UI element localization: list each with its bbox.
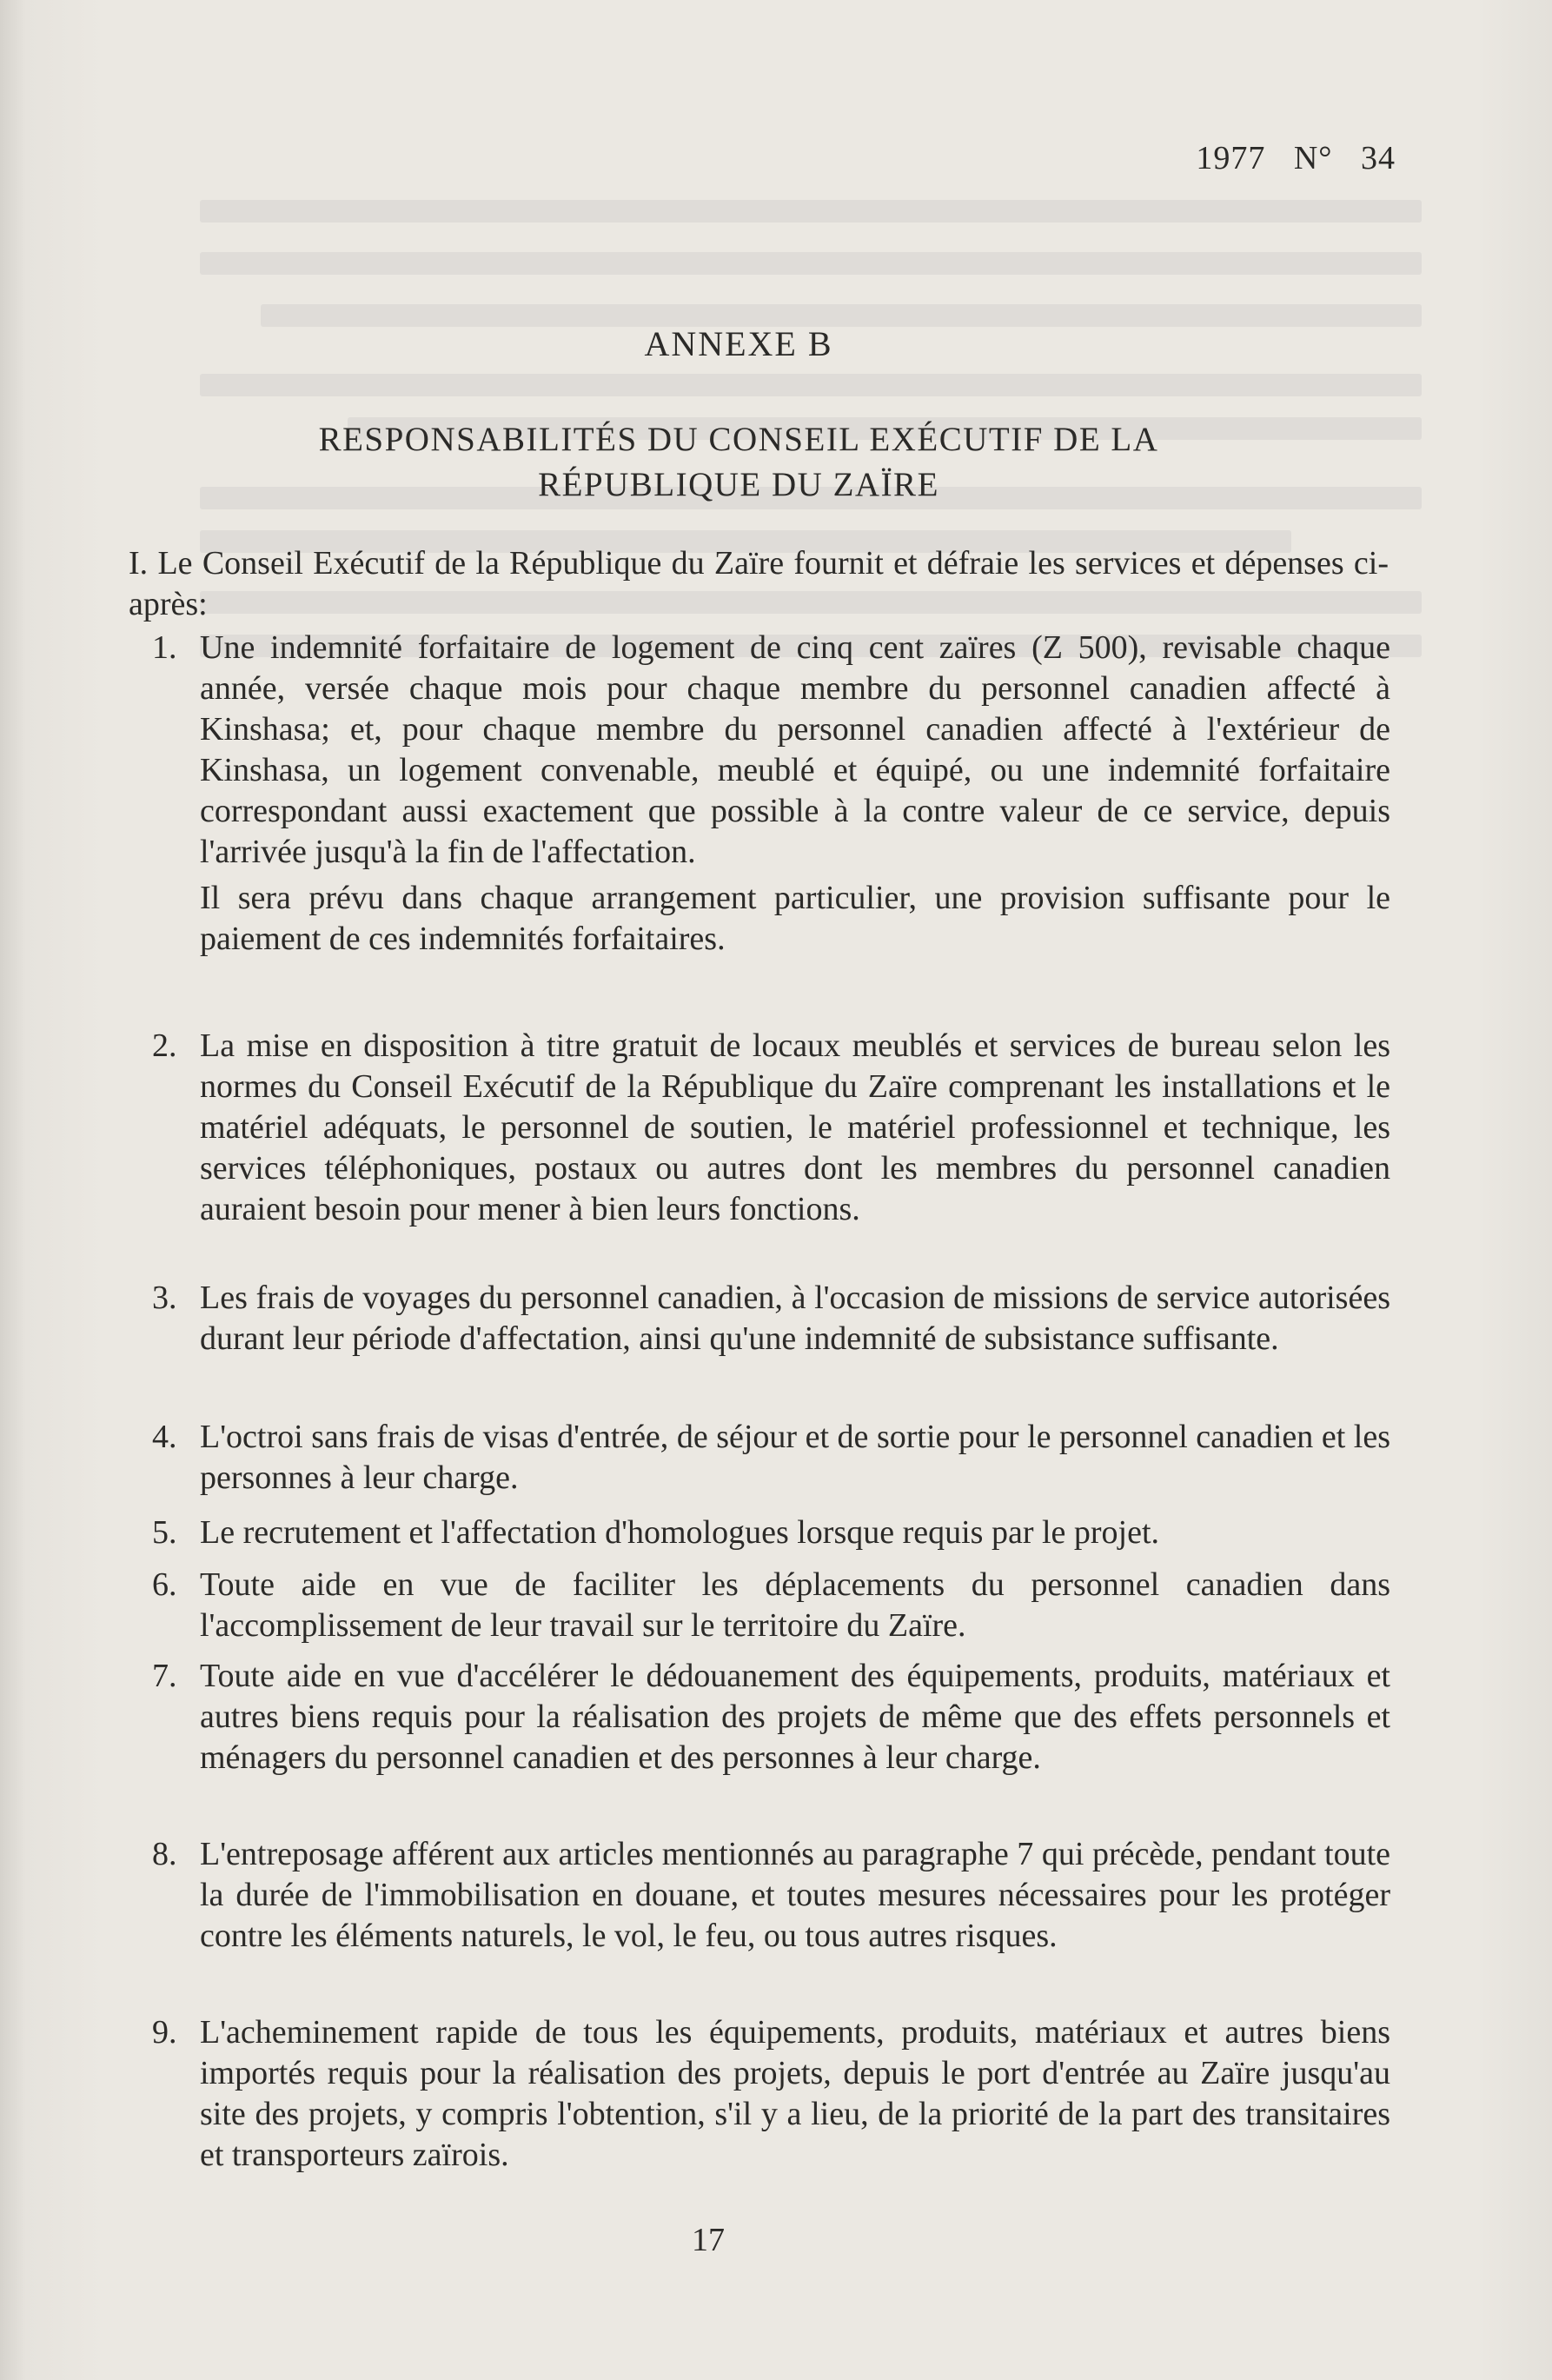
item-number: 1. [152, 629, 177, 666]
main-title-line-1: RESPONSABILITÉS DU CONSEIL EXÉCUTIF DE LA [318, 421, 1159, 458]
header-year: 1977 [1196, 140, 1266, 176]
item-text: La mise en disposition à titre gratuit de locaux meublés et services de bureau selon les normes du Conseil Exécutif de la République du Zaïre comprenant les installations et le matériel adéquats, le personnel de soutien, le matériel professionnel et technique, les services téléphoniques, postaux ou autres dont les membres du personnel canadien auraient besoin pour mener à bien leurs fonctions. [200, 1027, 1390, 1227]
item-note: Il sera prévu dans chaque arrangement particulier, une provision suffisante pour le paiement de ces indemnités forfaitaires. [200, 880, 1390, 957]
page-header [1196, 139, 1396, 177]
list-item [152, 1278, 1390, 1360]
item-number: 8. [152, 1836, 177, 1872]
main-title [0, 417, 1477, 508]
header-number-label: N° [1293, 140, 1333, 176]
page-number: 17 [692, 2222, 725, 2258]
item-number: 4. [152, 1419, 177, 1455]
list-item [152, 1834, 1390, 1957]
item-text: L'octroi sans frais de visas d'entrée, de séjour et de sortie pour le personnel canadien et les personnes à leur charge. [200, 1419, 1390, 1496]
item-number: 9. [152, 2014, 177, 2051]
item-text: Toute aide en vue d'accélérer le dédouanement des équipements, produits, matériaux et autres biens requis pour la réalisation des projets de même que des effets personnels et ménagers du personnel canadien et des personnes à leur charge. [200, 1658, 1390, 1776]
item-text: L'entreposage afférent aux articles mentionnés au paragraphe 7 qui précède, pendant toute la durée de l'immobilisation en douane, et toutes mesures nécessaires pour les protéger contre les éléments naturels, le vol, le feu, ou tous autres risques. [200, 1836, 1390, 1954]
item-number: 5. [152, 1514, 177, 1551]
list-item [152, 1512, 1390, 1553]
list-item [152, 1417, 1390, 1499]
item-number: 6. [152, 1566, 177, 1603]
item-text: Une indemnité forfaitaire de logement de cinq cent zaïres (Z 500), revisable chaque année, versée chaque mois pour chaque membre du personnel canadien affecté à Kinshasa; et, pour chaque membre du personnel canadien affecté à l'extérieur de Kinshasa, un logement convenable, meublé et équipé, ou une indemnité forfaitaire correspondant aussi exactement que possible à la contre valeur de ce service, depuis l'arrivée jusqu'à la fin de l'affectation. [200, 629, 1390, 870]
item-text: L'acheminement rapide de tous les équipements, produits, matériaux et autres biens importés requis pour la réalisation des projets, depuis le port d'entrée au Zaïre jusqu'au site des projets, y compris l'obtention, s'il y a lieu, de la priorité de la part des transitaires et transporteurs zaïrois. [200, 2014, 1390, 2173]
list-item [152, 1026, 1390, 1230]
item-text: Les frais de voyages du personnel canadien, à l'occasion de missions de service autorisées durant leur période d'affectation, ainsi qu'une indemnité de subsistance suffisante. [200, 1280, 1390, 1357]
item-number: 2. [152, 1027, 177, 1064]
list-item [152, 628, 1390, 873]
item-text: Le recrutement et l'affectation d'homologues lorsque requis par le projet. [200, 1514, 1160, 1551]
list-item [152, 2012, 1390, 2176]
header-number: 34 [1361, 140, 1396, 176]
section-intro-text: Le Conseil Exécutif de la République du Zaïre fournit et défraie les services et dépenses ci-après: [129, 545, 1389, 622]
section-numeral: I. [129, 545, 149, 582]
list-item [152, 1656, 1390, 1778]
main-title-line-2: RÉPUBLIQUE DU ZAÏRE [538, 466, 939, 503]
annex-title: ANNEXE B [644, 324, 833, 363]
list-item [152, 1565, 1390, 1646]
item-text: Toute aide en vue de faciliter les déplacements du personnel canadien dans l'accomplissement de leur travail sur le territoire du Zaïre. [200, 1566, 1390, 1644]
item-number: 7. [152, 1658, 177, 1694]
item-number: 3. [152, 1280, 177, 1316]
section-intro [129, 543, 1389, 625]
